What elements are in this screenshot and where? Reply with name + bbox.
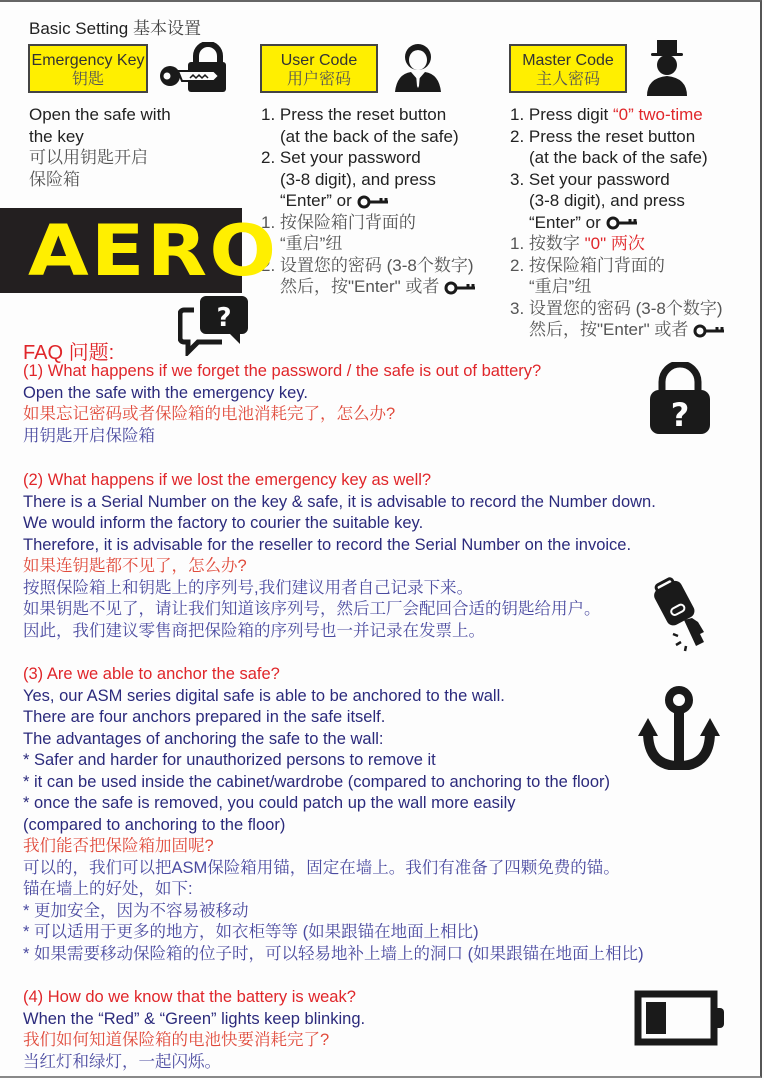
chat-question-icon — [178, 294, 250, 356]
master-code-instructions — [510, 104, 760, 341]
answer-cn: 锚在墙上的好处，如下: — [23, 880, 193, 898]
step — [510, 212, 760, 234]
logo-text: AERO — [28, 210, 279, 292]
svg-text:?: ? — [670, 396, 690, 434]
faq-item-2 — [23, 470, 656, 642]
step: 1. Press the reset button — [261, 105, 447, 124]
title-en: Basic Setting — [29, 19, 129, 38]
key-symbol-icon — [606, 216, 638, 230]
line: Open the safe with — [29, 105, 171, 124]
step-text: 然后，按"Enter" 或者 — [529, 320, 689, 339]
faq-item-4 — [23, 987, 365, 1073]
answer-en: The advantages of anchoring the safe to the wall: — [23, 729, 384, 748]
answer-en: * it can be used inside the cabinet/wardrobe (compared to anchoring to the floor) — [23, 772, 611, 791]
padlock-question-icon — [648, 362, 712, 436]
label-en: Master Code — [522, 52, 614, 69]
step-highlight: “0” two-time — [613, 105, 703, 124]
user-code-instructions — [261, 104, 501, 298]
step: 2. Press the reset button — [510, 126, 696, 146]
step: “重启”纽 — [280, 234, 343, 253]
step: 2. 按保险箱门背面的 — [510, 255, 665, 275]
faq-item-1 — [23, 361, 541, 447]
answer-cn: * 可以适用于更多的地方，如衣柜等等 (如果跟锚在地面上相比) — [23, 923, 479, 941]
answer-cn: 可以的，我们可以把ASM保险箱用锚，固定在墙上。我们有准备了四颗免费的锚。 — [23, 858, 620, 877]
question-en: (2) What happens if we lost the emergency key as well? — [23, 471, 432, 489]
answer-en: Yes, our ASM series digital safe is able to be anchored to the wall. — [23, 686, 505, 705]
section-title — [29, 14, 201, 39]
label-cn: 用户密码 — [286, 71, 351, 88]
step: “重启”纽 — [529, 277, 592, 296]
step — [510, 233, 760, 255]
faq-item-3 — [23, 664, 644, 965]
step-text: “Enter” or — [529, 212, 601, 232]
title-cn: 基本设置 — [132, 19, 201, 38]
answer-cn: * 如果需要移动保险箱的位子时，可以轻易地补上墙上的洞口 (如果跟锚在地面上相比) — [23, 944, 644, 963]
answer-cn: 按照保险箱上和钥匙上的序列号,我们建议用者自己记录下来。 — [23, 578, 474, 597]
step: 3. 设置您的密码 (3-8个数字) — [510, 298, 723, 318]
answer-cn: 如果钥匙不见了，请让我们知道该序列号，然后工厂会配回合适的钥匙给用户。 — [23, 600, 601, 618]
answer-en: (compared to anchoring to the floor) — [23, 815, 286, 834]
step — [261, 276, 501, 298]
step — [510, 104, 760, 126]
question-en: (3) Are we able to anchor the safe? — [23, 665, 280, 683]
answer-en: * once the safe is removed, you could patch up the wall more easily — [23, 794, 516, 812]
answer-cn: 因此，我们建议零售商把保险箱的序列号也一并记录在发票上。 — [23, 621, 485, 640]
key-symbol-icon — [693, 324, 725, 338]
question-en: (1) What happens if we forget the password / the safe is out of battery? — [23, 362, 542, 380]
step — [261, 190, 501, 212]
step: (3-8 digit), and press — [280, 169, 436, 189]
step: 2. Set your password — [261, 148, 421, 167]
answer-en: There are four anchors prepared in the safe itself. — [23, 708, 386, 726]
answer-cn: 用钥匙开启保险箱 — [23, 426, 155, 445]
step: (at the back of the safe) — [280, 126, 459, 146]
key-symbol-icon — [357, 195, 389, 209]
step — [510, 319, 760, 341]
key-symbol-icon — [444, 281, 476, 295]
line: 保险箱 — [29, 169, 80, 189]
user-code-label — [260, 44, 378, 93]
answer-en: We would inform the factory to courier the suitable key. — [23, 514, 424, 532]
step: 2. 设置您的密码 (3-8个数字) — [261, 255, 474, 275]
question-en: (4) How do we know that the battery is weak? — [23, 988, 356, 1006]
step: (at the back of the safe) — [529, 148, 708, 167]
answer-cn: 当红灯和绿灯，一起闪烁。 — [23, 1052, 221, 1071]
question-cn: 我们如何知道保险箱的电池快要消耗完了? — [23, 1031, 330, 1049]
answer-en: There is a Serial Number on the key & safe, it is advisable to record the Number down. — [23, 492, 656, 511]
label-en: User Code — [280, 52, 358, 69]
question-cn: 如果连钥匙都不见了，怎么办? — [23, 557, 247, 575]
answer-en: Open the safe with the emergency key. — [23, 383, 308, 402]
answer-en: * Safer and harder for unauthorized persons to remove it — [23, 751, 436, 769]
anchor-icon — [636, 686, 722, 770]
low-battery-icon — [634, 990, 726, 1046]
line: 可以用钥匙开启 — [29, 148, 148, 167]
user-icon — [393, 40, 443, 92]
answer-en: Therefore, it is advisable for the reseller to record the Serial Number on the invoice. — [23, 535, 632, 554]
label-cn: 主人密码 — [535, 71, 600, 88]
answer-cn: * 更加安全，因为不容易被移动 — [23, 901, 249, 920]
svg-text:?: ? — [216, 303, 232, 333]
question-cn: 我们能否把保险箱加固呢? — [23, 837, 214, 855]
step: 3. Set your password — [510, 169, 670, 189]
step-text: “Enter” or — [280, 191, 352, 210]
broken-car-key-icon — [648, 576, 712, 654]
line: the key — [29, 126, 84, 146]
faq-title: FAQ 问题: — [23, 342, 115, 364]
label-en: Emergency Key — [31, 52, 145, 69]
emergency-key-instructions — [29, 104, 249, 190]
answer-en: When the “Red” & “Green” lights keep blinking. — [23, 1009, 366, 1028]
step-text: 1. Press digit — [510, 105, 609, 124]
key-padlock-icon — [158, 42, 228, 94]
top-hat-person-icon — [645, 40, 689, 96]
step: 1. 按保险箱门背面的 — [261, 212, 416, 232]
label-cn: 钥匙 — [71, 71, 104, 88]
step-highlight: "0" 两次 — [584, 234, 645, 253]
step: (3-8 digit), and press — [529, 191, 685, 210]
master-code-label — [509, 44, 627, 93]
emergency-key-label — [28, 44, 148, 93]
question-cn: 如果忘记密码或者保险箱的电池消耗完了，怎么办? — [23, 405, 396, 423]
aero-logo — [0, 208, 279, 293]
step-text: 然后，按"Enter" 或者 — [280, 277, 440, 296]
step-text: 1. 按数字 — [510, 234, 580, 253]
